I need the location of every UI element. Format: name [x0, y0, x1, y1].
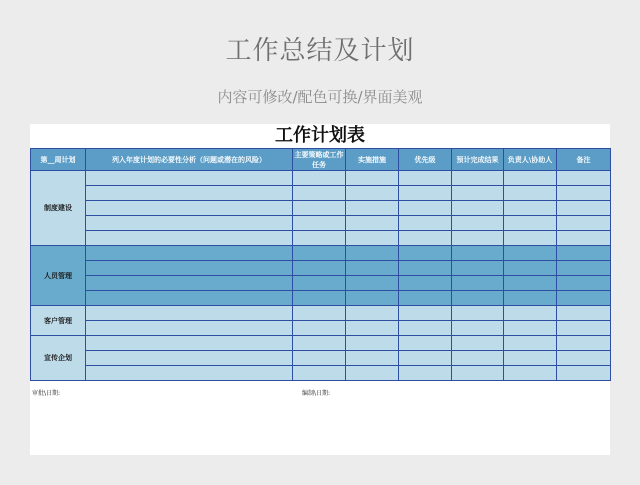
table-cell[interactable]	[86, 261, 293, 276]
table-cell[interactable]	[452, 171, 504, 186]
table-row	[31, 186, 611, 201]
table-cell[interactable]	[557, 261, 611, 276]
table-cell[interactable]	[399, 321, 452, 336]
table-cell[interactable]	[557, 336, 611, 351]
table-cell[interactable]	[399, 201, 452, 216]
table-cell[interactable]	[504, 186, 557, 201]
table-cell[interactable]	[346, 336, 399, 351]
table-cell[interactable]	[452, 246, 504, 261]
table-cell[interactable]	[346, 186, 399, 201]
table-cell[interactable]	[346, 171, 399, 186]
table-cell[interactable]	[86, 171, 293, 186]
table-row	[31, 291, 611, 306]
table-cell[interactable]	[293, 246, 346, 261]
table-cell[interactable]	[452, 306, 504, 321]
column-header-measures: 实施措施	[346, 149, 399, 171]
table-cell[interactable]	[293, 171, 346, 186]
table-cell[interactable]	[399, 216, 452, 231]
page-subtitle: 内容可修改/配色可换/界面美观	[217, 88, 423, 106]
table-row	[31, 321, 611, 336]
table-cell[interactable]	[557, 291, 611, 306]
category-cell: 客户管理	[31, 306, 86, 336]
table-cell[interactable]	[557, 171, 611, 186]
table-cell[interactable]	[504, 306, 557, 321]
table-cell[interactable]	[399, 261, 452, 276]
table-cell[interactable]	[452, 186, 504, 201]
table-cell[interactable]	[504, 216, 557, 231]
table-cell[interactable]	[346, 291, 399, 306]
table-row	[31, 201, 611, 216]
table-cell[interactable]	[86, 246, 293, 261]
table-cell[interactable]	[399, 366, 452, 381]
column-header-owner: 负责人\协助人	[504, 149, 557, 171]
table-cell[interactable]	[346, 306, 399, 321]
table-cell[interactable]	[346, 321, 399, 336]
table-cell[interactable]	[293, 366, 346, 381]
column-header-expected-result: 预计完成结果	[452, 149, 504, 171]
table-cell[interactable]	[399, 276, 452, 291]
table-cell[interactable]	[452, 276, 504, 291]
table-cell[interactable]	[504, 246, 557, 261]
table-row	[31, 246, 611, 261]
column-header-necessity-analysis: 列入年度计划的必要性分析（问题或潜在的风险）	[86, 149, 293, 171]
table-cell[interactable]	[399, 291, 452, 306]
table-cell[interactable]	[293, 201, 346, 216]
table-cell[interactable]	[293, 261, 346, 276]
table-cell[interactable]	[452, 291, 504, 306]
table-cell[interactable]	[346, 231, 399, 246]
table-cell[interactable]	[557, 231, 611, 246]
page-title: 工作总结及计划	[225, 36, 415, 66]
column-header-remarks: 备注	[557, 149, 611, 171]
table-cell[interactable]	[399, 336, 452, 351]
table-cell[interactable]	[557, 246, 611, 261]
table-cell[interactable]	[293, 321, 346, 336]
table-row	[31, 261, 611, 276]
table-cell[interactable]	[293, 276, 346, 291]
spreadsheet-preview	[30, 124, 610, 455]
table-header-row	[31, 149, 611, 171]
table-cell[interactable]	[86, 231, 293, 246]
work-plan-table	[30, 148, 611, 381]
table-row	[31, 351, 611, 366]
signature-row	[30, 388, 610, 398]
table-cell[interactable]	[504, 321, 557, 336]
table-cell[interactable]	[293, 351, 346, 366]
table-cell[interactable]	[504, 291, 557, 306]
table-cell[interactable]	[452, 216, 504, 231]
table-row	[31, 276, 611, 291]
table-cell[interactable]	[557, 306, 611, 321]
table-cell[interactable]	[452, 336, 504, 351]
table-cell[interactable]	[557, 186, 611, 201]
table-cell[interactable]	[86, 291, 293, 306]
table-cell[interactable]	[557, 351, 611, 366]
table-cell[interactable]	[86, 201, 293, 216]
table-row	[31, 336, 611, 351]
column-header-priority: 优先级	[399, 149, 452, 171]
table-cell[interactable]	[452, 366, 504, 381]
table-cell[interactable]	[293, 216, 346, 231]
table-cell[interactable]	[399, 246, 452, 261]
table-cell[interactable]	[399, 351, 452, 366]
table-cell[interactable]	[557, 201, 611, 216]
table-cell[interactable]	[346, 366, 399, 381]
column-header-week-plan: 第__周计划	[31, 149, 86, 171]
table-cell[interactable]	[399, 186, 452, 201]
table-cell[interactable]	[452, 261, 504, 276]
table-cell[interactable]	[557, 276, 611, 291]
table-row	[31, 306, 611, 321]
sheet-title: 工作计划表	[275, 125, 365, 146]
table-cell[interactable]	[293, 306, 346, 321]
table-cell[interactable]	[399, 171, 452, 186]
table-cell[interactable]	[452, 351, 504, 366]
table-cell[interactable]	[504, 366, 557, 381]
table-cell[interactable]	[86, 336, 293, 351]
table-cell[interactable]	[86, 321, 293, 336]
table-row	[31, 216, 611, 231]
table-cell[interactable]	[399, 306, 452, 321]
table-cell[interactable]	[504, 231, 557, 246]
table-cell[interactable]	[346, 351, 399, 366]
table-cell[interactable]	[346, 216, 399, 231]
table-cell[interactable]	[557, 366, 611, 381]
table-row	[31, 171, 611, 186]
table-cell[interactable]	[504, 201, 557, 216]
table-cell[interactable]	[399, 231, 452, 246]
table-cell[interactable]	[452, 231, 504, 246]
table-cell[interactable]	[504, 171, 557, 186]
category-cell: 宣传企划	[31, 336, 86, 381]
category-cell: 制度建设	[31, 171, 86, 246]
table-cell[interactable]	[86, 306, 293, 321]
table-cell[interactable]	[86, 216, 293, 231]
table-cell[interactable]	[86, 186, 293, 201]
prepared-date-label: 编制\日期:	[302, 390, 331, 397]
approval-date-label: 审批\日期:	[32, 390, 61, 397]
table-row	[31, 231, 611, 246]
table-cell[interactable]	[504, 336, 557, 351]
table-cell[interactable]	[293, 336, 346, 351]
table-cell[interactable]	[346, 246, 399, 261]
table-cell[interactable]	[504, 261, 557, 276]
table-cell[interactable]	[293, 186, 346, 201]
column-header-strategy: 主要策略或工作任务	[294, 150, 344, 169]
table-row	[31, 366, 611, 381]
table-cell[interactable]	[346, 201, 399, 216]
table-cell[interactable]	[346, 276, 399, 291]
table-cell[interactable]	[504, 351, 557, 366]
table-cell[interactable]	[86, 276, 293, 291]
table-cell[interactable]	[346, 261, 399, 276]
table-cell[interactable]	[452, 201, 504, 216]
table-cell[interactable]	[452, 321, 504, 336]
table-cell[interactable]	[293, 231, 346, 246]
category-cell: 人员管理	[31, 246, 86, 306]
table-cell[interactable]	[86, 366, 293, 381]
table-cell[interactable]	[557, 321, 611, 336]
table-cell[interactable]	[557, 216, 611, 231]
table-cell[interactable]	[293, 291, 346, 306]
table-cell[interactable]	[504, 276, 557, 291]
table-cell[interactable]	[86, 351, 293, 366]
